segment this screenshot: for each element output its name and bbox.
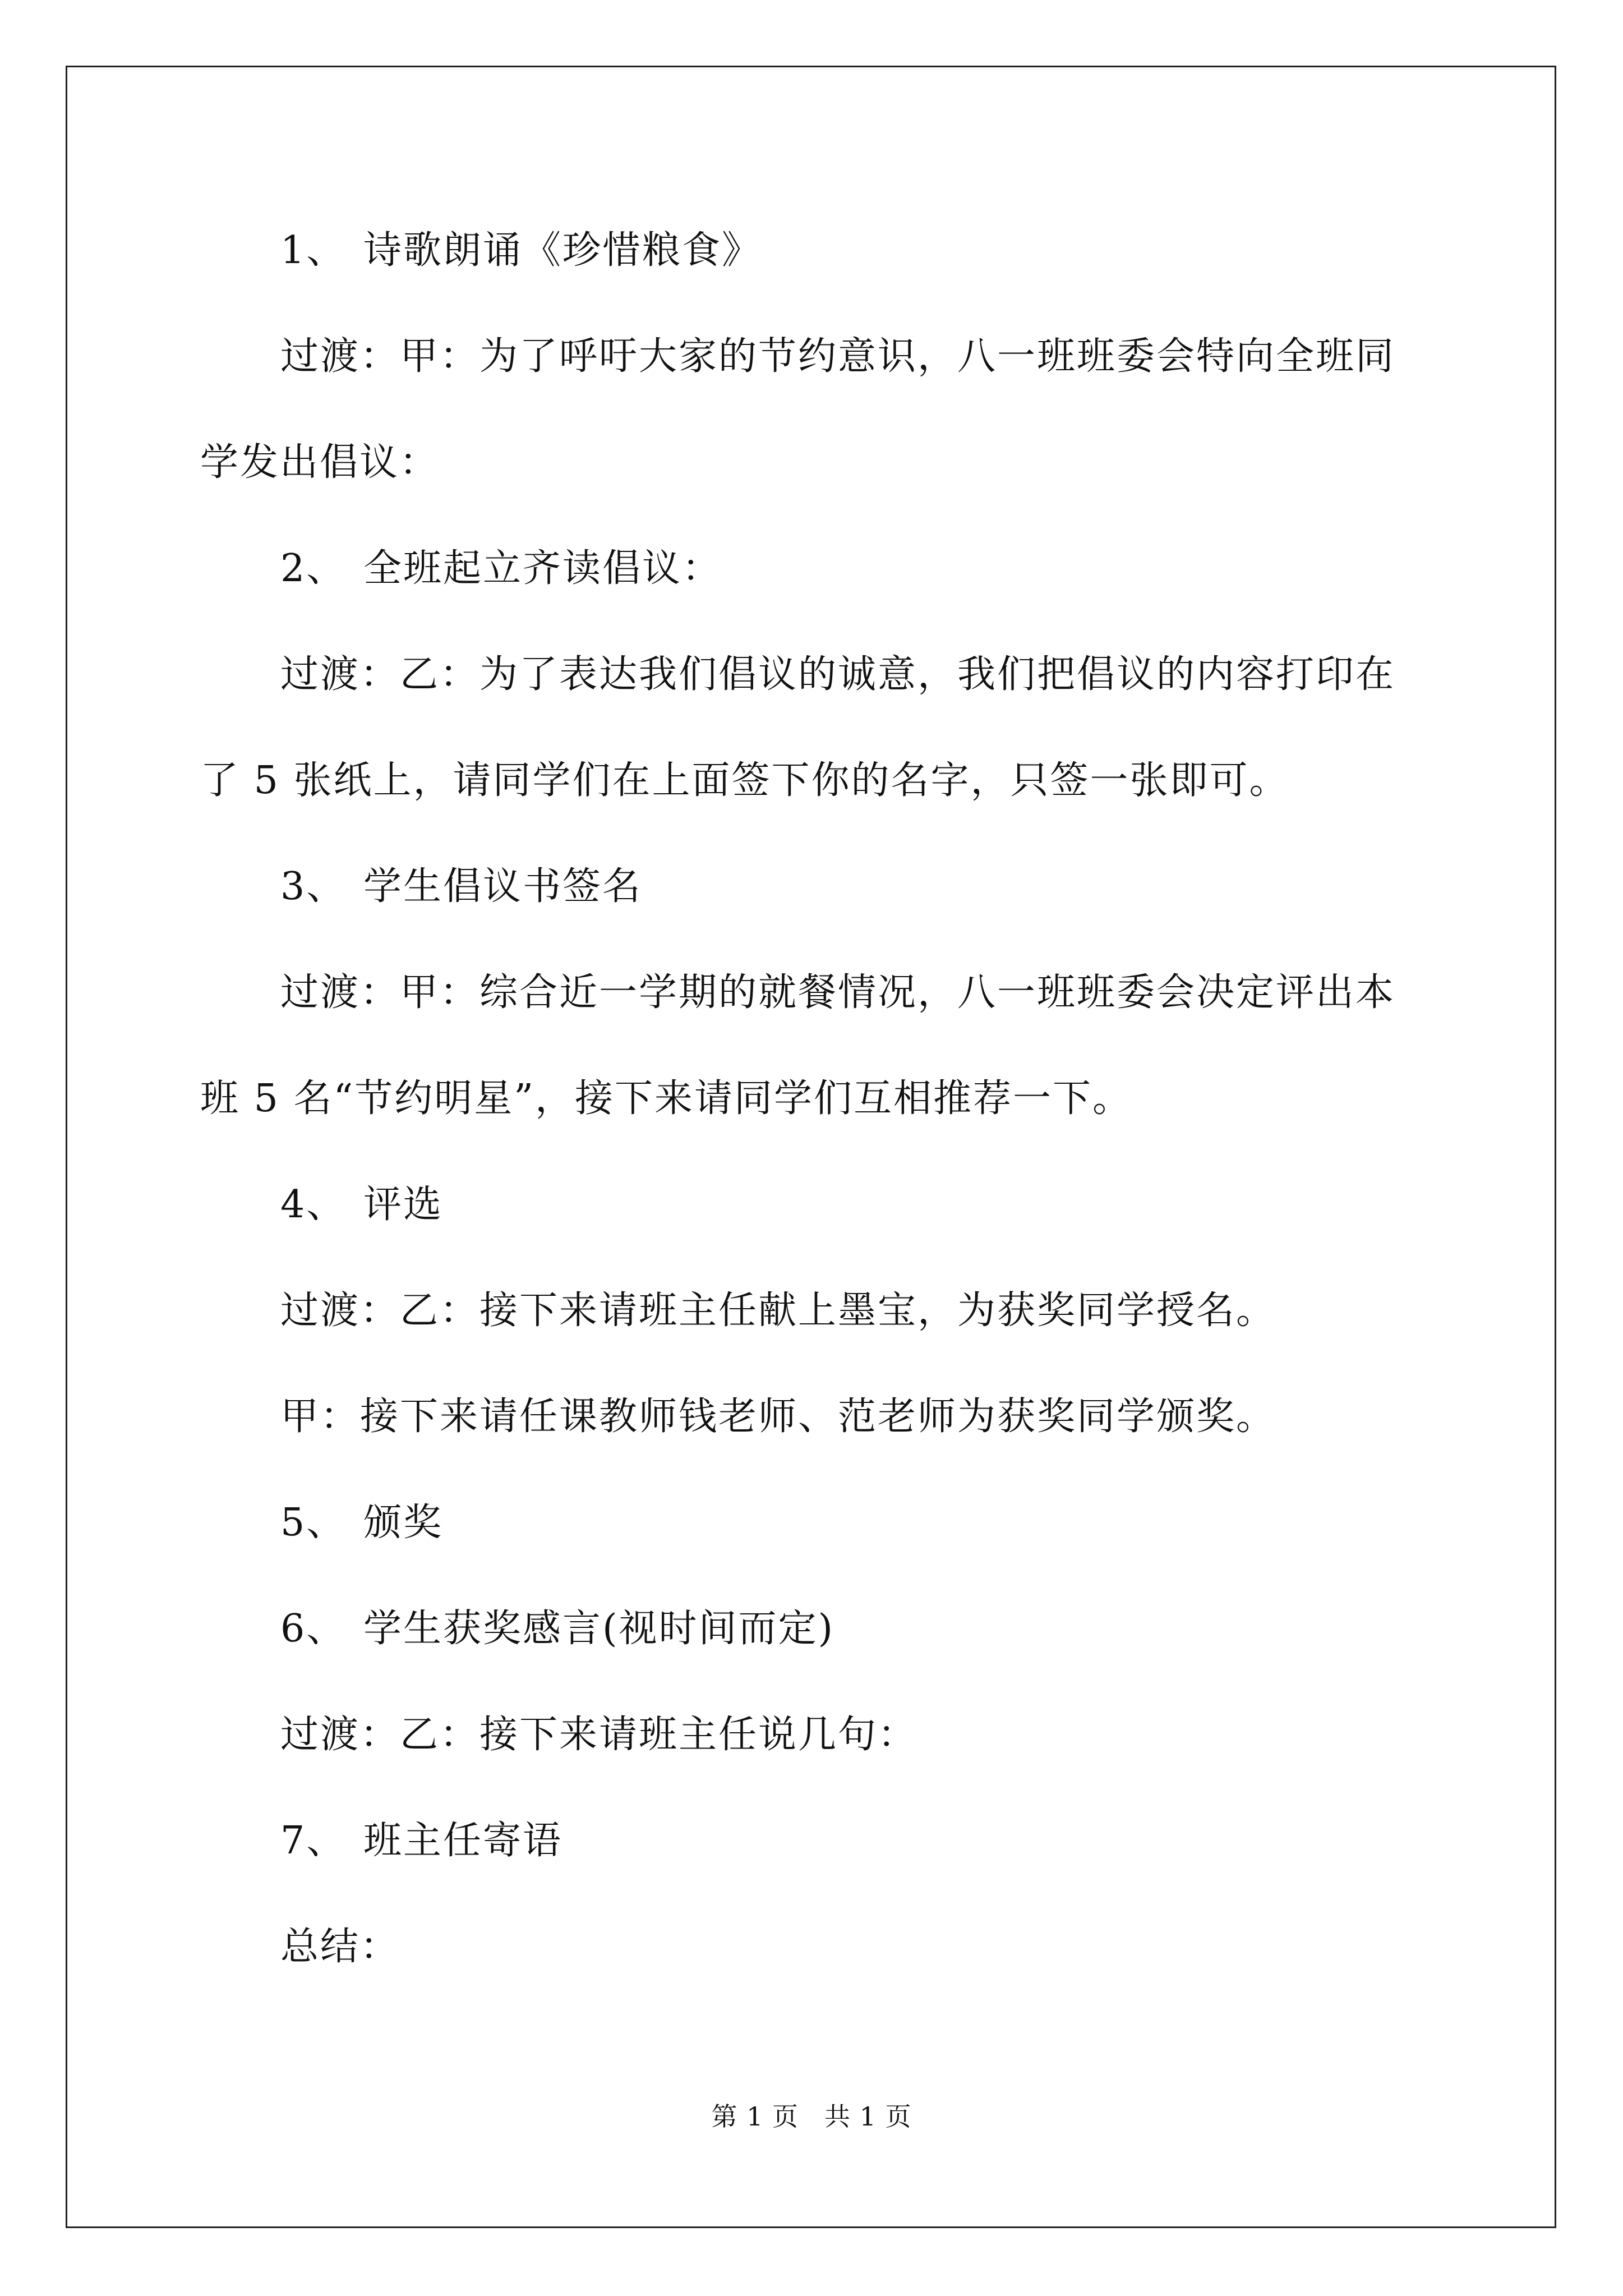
paragraph-line: 过渡：乙：为了表达我们倡议的诚意，我们把倡议的内容打印在 [280,652,1396,697]
list-number: 6、 [280,1607,347,1651]
list-item-2 [280,546,722,591]
list-number: 3、 [280,864,347,909]
paragraph-line: 学发出倡议： [200,440,440,485]
paragraph-line: 过渡：乙：接下来请班主任献上墨宝，为获奖同学授名。 [280,1289,1276,1333]
page-total: 共 1 页 [824,2101,912,2132]
list-number: 1、 [280,228,347,273]
paragraph-line: 甲：接下来请任课教师钱老师、范老师为获奖同学颁奖。 [280,1395,1276,1439]
page-footer [0,2101,1623,2132]
list-text: 全班起立齐读倡议： [363,546,722,591]
list-text: 评选 [363,1182,444,1227]
paragraph-line: 班 5 名“节约明星”，接下来请同学们互相推荐一下。 [200,1076,1133,1121]
list-number: 4、 [280,1182,347,1227]
list-item-7 [280,1819,562,1864]
paragraph-line: 过渡：甲：综合近一学期的就餐情况，八一班班委会决定评出本 [280,970,1396,1015]
list-item-3 [280,864,642,909]
page-border [66,66,1556,2228]
paragraph-line: 了 5 张纸上，请同学们在上面签下你的名字，只签一张即可。 [200,758,1289,803]
list-item-4 [280,1182,443,1227]
list-number: 7、 [280,1819,347,1863]
page-number: 第 1 页 [711,2101,799,2132]
list-item-1 [280,228,762,273]
list-number: 2、 [280,546,347,591]
paragraph-line: 过渡：甲：为了呼吁大家的节约意识，八一班班委会特向全班同 [280,334,1396,379]
list-text: 班主任寄语 [363,1819,563,1863]
paragraph-line: 过渡：乙：接下来请班主任说几句： [280,1713,918,1757]
paragraph-line: 总结： [280,1925,400,1969]
list-text: 学生获奖感言(视时间而定) [363,1607,835,1651]
list-number: 5、 [280,1501,347,1545]
list-item-6 [280,1607,834,1651]
list-item-5 [280,1501,443,1545]
list-text: 学生倡议书签名 [363,864,643,909]
list-text: 颁奖 [363,1501,444,1545]
list-text: 诗歌朗诵《珍惜粮食》 [363,228,762,273]
